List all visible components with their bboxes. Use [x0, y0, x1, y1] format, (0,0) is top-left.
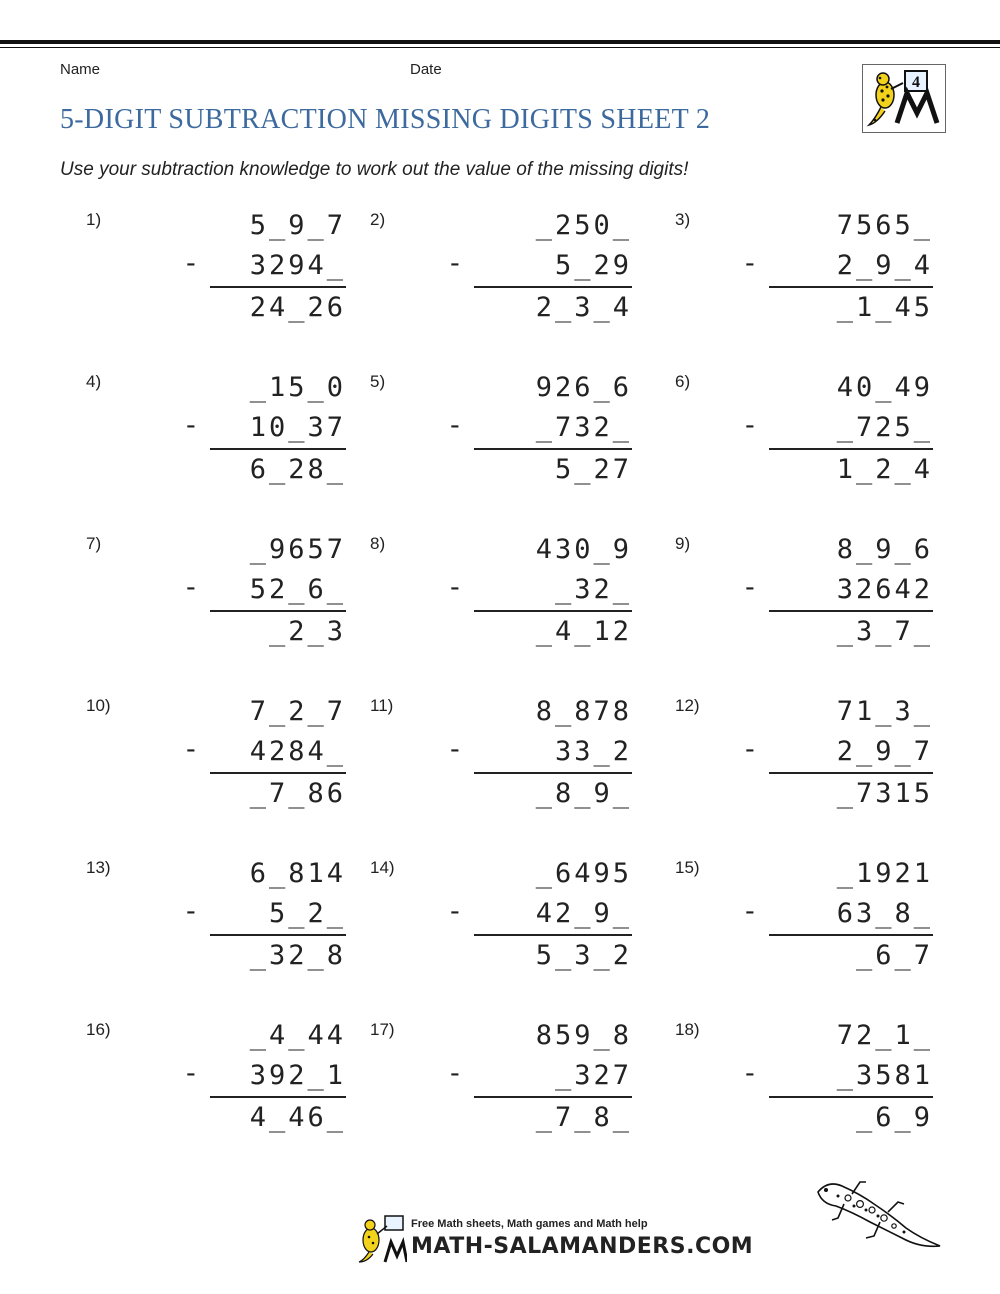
answer-rule: [474, 1096, 632, 1098]
difference: _32_8: [249, 940, 346, 971]
problem: [370, 524, 632, 674]
problem-number: 7): [86, 534, 102, 553]
subtrahend: 5_29: [554, 250, 632, 281]
difference: _6_9: [855, 1102, 933, 1133]
problem-number: 10): [86, 696, 111, 715]
answer-rule: [769, 1096, 933, 1098]
difference: _7_8_: [535, 1102, 632, 1133]
minuend: 7_2_7: [249, 696, 346, 727]
problem-number: 6): [675, 372, 691, 391]
difference: _6_7: [855, 940, 933, 971]
top-rule-thin: [0, 47, 1000, 48]
subtrahend: 4284_: [249, 736, 346, 767]
answer-rule: [769, 934, 933, 936]
problem-number: 15): [675, 858, 700, 877]
subtrahend: _3581: [836, 1060, 933, 1091]
problem-number: 18): [675, 1020, 700, 1039]
problem-number: 14): [370, 858, 395, 877]
subtrahend: 33_2: [554, 736, 632, 767]
minuend: _6495: [535, 858, 632, 889]
difference: _4_12: [535, 616, 632, 647]
minuend: 5_9_7: [249, 210, 346, 241]
difference: 5_3_2: [535, 940, 632, 971]
problem-number: 3): [675, 210, 691, 229]
difference: 1_2_4: [836, 454, 933, 485]
problem-number: 12): [675, 696, 700, 715]
problem-grid: [0, 200, 1000, 1160]
minus-sign: -: [450, 734, 460, 765]
minuend: 72_1_: [836, 1020, 933, 1051]
answer-rule: [210, 772, 346, 774]
name-label: Name: [60, 61, 101, 78]
problem: [675, 848, 933, 998]
difference: _3_7_: [836, 616, 933, 647]
problem-number: 16): [86, 1020, 111, 1039]
problem: [370, 1010, 632, 1160]
subtrahend: _327: [554, 1060, 632, 1091]
difference: _1_45: [836, 292, 933, 323]
answer-rule: [474, 286, 632, 288]
problem-number: 9): [675, 534, 691, 553]
subtrahend: 32642: [836, 574, 933, 605]
minus-sign: -: [745, 734, 755, 765]
problem-number: 17): [370, 1020, 395, 1039]
answer-rule: [210, 610, 346, 612]
answer-rule: [474, 610, 632, 612]
minuend: _15_0: [249, 372, 346, 403]
difference: 5_27: [554, 454, 632, 485]
footer-tagline: Free Math sheets, Math games and Math help: [411, 1218, 648, 1230]
footer-logo: [355, 1212, 754, 1264]
minuend: 7565_: [836, 210, 933, 241]
subtrahend: 2_9_4: [836, 250, 933, 281]
minuend: _9657: [249, 534, 346, 565]
salamander-logo-icon: [862, 64, 946, 133]
problem: [86, 848, 346, 998]
answer-rule: [210, 1096, 346, 1098]
subtrahend: _725_: [836, 412, 933, 443]
subtrahend: 10_37: [249, 412, 346, 443]
problem: [86, 200, 346, 350]
minus-sign: -: [745, 1058, 755, 1089]
minuend: _4_44: [249, 1020, 346, 1051]
difference: _7_86: [249, 778, 346, 809]
problem: [86, 686, 346, 836]
subtrahend: 63_8_: [836, 898, 933, 929]
salamander-mascot-icon: [355, 1212, 407, 1264]
answer-rule: [769, 610, 933, 612]
problem: [675, 362, 933, 512]
minus-sign: -: [745, 896, 755, 927]
minuend: 430_9: [535, 534, 632, 565]
minus-sign: -: [186, 896, 196, 927]
minuend: 8_9_6: [836, 534, 933, 565]
answer-rule: [210, 286, 346, 288]
minus-sign: -: [450, 248, 460, 279]
difference: 2_3_4: [535, 292, 632, 323]
problem-number: 11): [370, 696, 394, 715]
answer-rule: [769, 448, 933, 450]
minuend: 71_3_: [836, 696, 933, 727]
answer-rule: [210, 448, 346, 450]
date-label: Date: [410, 61, 442, 78]
minus-sign: -: [745, 572, 755, 603]
minus-sign: -: [186, 1058, 196, 1089]
subtrahend: _32_: [554, 574, 632, 605]
instructions: Use your subtraction knowledge to work out the value of the missing digits!: [60, 159, 689, 180]
problem: [370, 686, 632, 836]
problem-number: 5): [370, 372, 386, 391]
minus-sign: -: [745, 410, 755, 441]
problem-number: 2): [370, 210, 386, 229]
subtrahend: _732_: [535, 412, 632, 443]
difference: _7315: [836, 778, 933, 809]
footer-site-name: MATH-SALAMANDERS.COM: [411, 1234, 754, 1259]
problem: [675, 1010, 933, 1160]
svg-text:4: 4: [912, 74, 920, 91]
problem: [370, 200, 632, 350]
top-rule: [0, 40, 1000, 44]
salamander-icon: [808, 1176, 948, 1256]
problem: [370, 848, 632, 998]
answer-rule: [474, 772, 632, 774]
minus-sign: -: [745, 248, 755, 279]
problem: [675, 200, 933, 350]
minuend: _1921: [836, 858, 933, 889]
minus-sign: -: [186, 410, 196, 441]
answer-rule: [474, 934, 632, 936]
problem: [370, 362, 632, 512]
minus-sign: -: [450, 896, 460, 927]
minuend: _250_: [535, 210, 632, 241]
minuend: 6_814: [249, 858, 346, 889]
subtrahend: 5_2_: [268, 898, 346, 929]
problem: [86, 362, 346, 512]
answer-rule: [210, 934, 346, 936]
answer-rule: [474, 448, 632, 450]
subtrahend: 2_9_7: [836, 736, 933, 767]
minuend: 8_878: [535, 696, 632, 727]
minuend: 926_6: [535, 372, 632, 403]
page-title: 5-DIGIT SUBTRACTION MISSING DIGITS SHEET 2: [60, 104, 711, 135]
minus-sign: -: [450, 410, 460, 441]
difference: 24_26: [249, 292, 346, 323]
minus-sign: -: [450, 1058, 460, 1089]
difference: 6_28_: [249, 454, 346, 485]
minus-sign: -: [186, 572, 196, 603]
problem-number: 8): [370, 534, 386, 553]
difference: _2_3: [268, 616, 346, 647]
answer-rule: [769, 286, 933, 288]
problem: [86, 1010, 346, 1160]
difference: _8_9_: [535, 778, 632, 809]
problem-number: 1): [86, 210, 102, 229]
subtrahend: 42_9_: [535, 898, 632, 929]
problem: [675, 686, 933, 836]
subtrahend: 3294_: [249, 250, 346, 281]
problem-number: 13): [86, 858, 111, 877]
problem: [675, 524, 933, 674]
answer-rule: [769, 772, 933, 774]
problem: [86, 524, 346, 674]
subtrahend: 52_6_: [249, 574, 346, 605]
problem-number: 4): [86, 372, 102, 391]
minus-sign: -: [186, 734, 196, 765]
minuend: 40_49: [836, 372, 933, 403]
difference: 4_46_: [249, 1102, 346, 1133]
minuend: 859_8: [535, 1020, 632, 1051]
minus-sign: -: [186, 248, 196, 279]
subtrahend: 392_1: [249, 1060, 346, 1091]
minus-sign: -: [450, 572, 460, 603]
